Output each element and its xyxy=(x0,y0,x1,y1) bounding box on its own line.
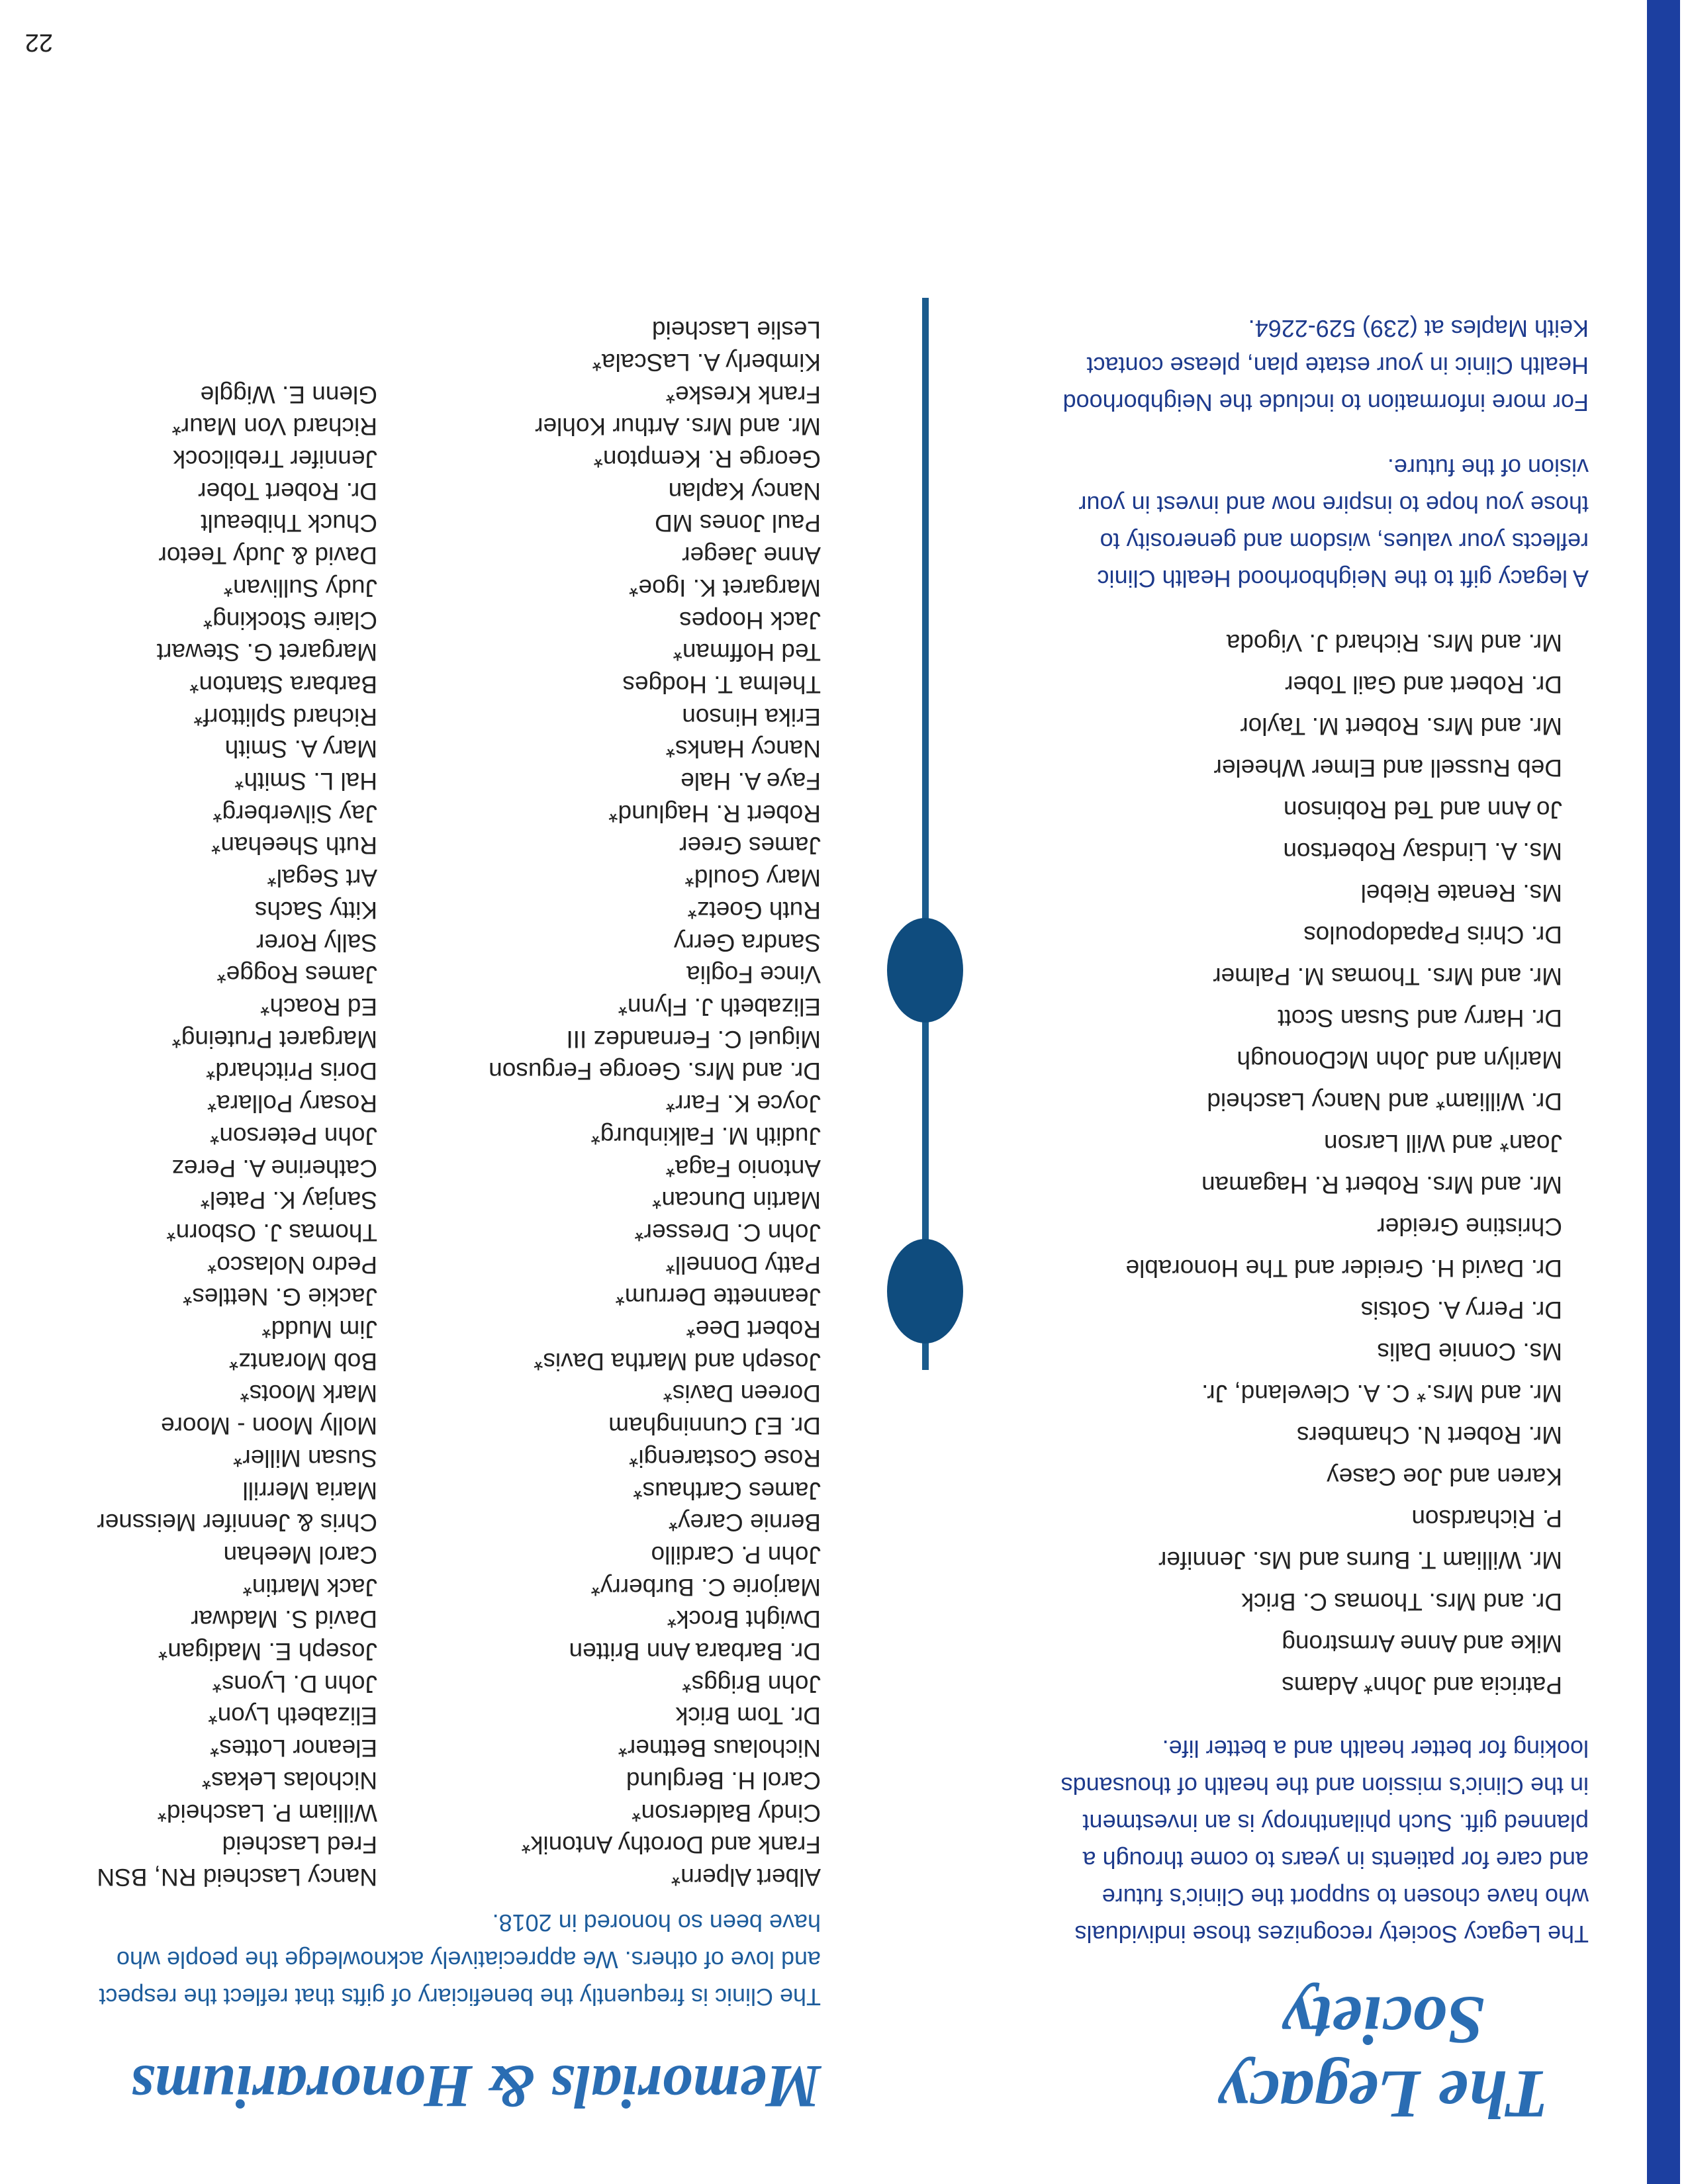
name-list-item: Faye A. Hale xyxy=(680,768,821,796)
page-number: 22 xyxy=(24,28,53,56)
name-list-item: Nicholas Lekas* xyxy=(201,1766,377,1794)
name-list-item: George R. Kempton* xyxy=(593,445,821,473)
legacy-contact-text: For more information to include the Neighborhood Health Clinic in your estate plan, please contact Keith Maples at (239) 529-2264. xyxy=(1062,315,1589,416)
name-list-item: Dr. Harry and Susan Scott xyxy=(1278,1005,1562,1032)
name-list-item: Christine Greider xyxy=(1377,1213,1562,1240)
name-list-item: Maria Merrill xyxy=(242,1477,377,1504)
name-list-item: Thomas J. Osborn* xyxy=(166,1218,377,1246)
name-list-item: John C. Dresser* xyxy=(634,1218,821,1246)
name-list-item: Nancy Hanks* xyxy=(665,735,821,763)
blue-side-bar xyxy=(1647,0,1680,2184)
name-list-item: Mark Moots* xyxy=(240,1380,377,1408)
name-list-item: Joseph E. Madigan* xyxy=(158,1638,377,1666)
name-list-item: Glenn E. Wiggle xyxy=(200,381,377,408)
name-list-item: Mr. and Mrs.* C. A. Cleveland, Jr. xyxy=(1201,1380,1562,1407)
name-list-item: Ruth Sheehan* xyxy=(211,832,377,860)
name-list-item: Marilyn and John McDonough xyxy=(1237,1046,1562,1073)
name-list-item: Sandra Gerry xyxy=(673,929,821,956)
name-list-item: Ed Roach* xyxy=(260,993,377,1021)
memorials-name-column-1 xyxy=(489,314,821,1893)
name-list-item: William P. Lascheid* xyxy=(157,1799,377,1827)
name-list-item: John D. Lyons* xyxy=(212,1670,377,1698)
name-list-item: Frank and Dorothy Antonik* xyxy=(521,1831,821,1859)
name-list-item: Frank Kreske* xyxy=(665,381,821,408)
name-list-item: Mr. and Mrs. Robert M. Taylor xyxy=(1240,713,1562,740)
name-list-item: John Briggs* xyxy=(682,1670,821,1698)
name-list-item: Dr. Chris Papadopoulos xyxy=(1303,921,1562,948)
name-list-item: Doreen Davis* xyxy=(663,1380,821,1408)
name-list-item: Mr. and Mrs. Richard J. Vigoda xyxy=(1226,629,1562,657)
name-list-item: Deb Russell and Elmer Wheeler xyxy=(1213,754,1562,782)
name-list-item: Jackie G. Nettles* xyxy=(182,1283,377,1311)
name-list-item: Kimberly A. LaScala* xyxy=(592,348,821,376)
name-list-item: Mr. William T. Burns and Ms. Jennifer xyxy=(1158,1547,1562,1574)
name-list-item: Leslie Lascheid xyxy=(651,316,821,344)
name-list-item: Molly Moon - Moore xyxy=(161,1412,377,1440)
timeline-dot xyxy=(887,918,963,1023)
name-list-item: P. Richardson xyxy=(1411,1505,1562,1532)
memorials-title: Memorials & Honorariums xyxy=(130,2053,821,2120)
name-list-item: John Peterson* xyxy=(209,1122,377,1150)
timeline-line xyxy=(922,298,929,1370)
name-list-item: Ms. Renate Riebel xyxy=(1360,880,1562,907)
name-list-item: Nicholaus Bettner* xyxy=(618,1735,821,1762)
name-list-item: Susan Miller* xyxy=(233,1444,377,1472)
name-list-item: Sally Rorer xyxy=(256,929,377,956)
name-list-item: Mr. and Mrs. Thomas M. Palmer xyxy=(1213,963,1562,990)
name-list-item: Judith M. Falkinburg* xyxy=(590,1122,821,1150)
name-list-item: Jay Silverberg* xyxy=(212,799,377,827)
timeline-dot xyxy=(887,1239,963,1343)
name-list-item: Dr. David H. Greider and The Honorable xyxy=(1125,1255,1562,1282)
name-list-item: Pedro Nolasco* xyxy=(207,1251,377,1279)
name-list-item: James Rogge* xyxy=(216,961,377,989)
name-list-item: Rosary Pollara* xyxy=(207,1090,377,1118)
name-list-item: Eleanor Lottes* xyxy=(209,1735,377,1762)
name-list-item: Dr. and Mrs. Thomas C. Brick xyxy=(1241,1588,1562,1615)
name-list-item: Thelma T. Hodges xyxy=(622,670,821,698)
memorials-intro: The Clinic is frequently the beneficiary of gifts that reflect the respect and love of others. We appreciatively acknowledge the people who have been so honored in 2018. xyxy=(99,1909,821,2011)
name-list-item: Rose Costarengi* xyxy=(629,1444,821,1472)
name-list-item: Joan* and Will Larson xyxy=(1324,1130,1562,1157)
name-list-item: Chuck Thibeault xyxy=(201,510,377,537)
name-list-item: Joyce K. Farr* xyxy=(665,1090,821,1118)
name-list-item: Judy Sullivan* xyxy=(223,574,377,602)
name-list-item: David S. Madwar xyxy=(191,1606,377,1633)
legacy-donor-list xyxy=(1059,622,1589,1706)
name-list-item: Dr. Barbara Ann Britten xyxy=(569,1638,821,1666)
name-list-item: Dr. EJ Cunningham xyxy=(608,1412,821,1440)
name-list-item: Antonio Faga* xyxy=(665,1154,821,1182)
name-list-item: Mary Gould* xyxy=(684,864,821,892)
legacy-society-title: The Legacy Society xyxy=(1218,1982,1549,2132)
name-list-item: Ruth Goetz* xyxy=(687,896,821,924)
name-list-item: Patty Donnell* xyxy=(665,1251,821,1279)
name-list-item: Dr. Robert and Gail Tober xyxy=(1285,671,1562,698)
name-list-item: Claire Stocking* xyxy=(203,606,377,634)
name-list-item: Jim Mudd* xyxy=(261,1316,377,1343)
name-list-item: Jennifer Trebilcock xyxy=(173,445,377,473)
name-list-item: Ted Hoffman* xyxy=(673,639,821,666)
name-list-item: Dr. Robert Tober xyxy=(198,477,377,505)
name-list-item: Joseph and Martha Davis* xyxy=(534,1347,821,1375)
name-list-item: Dr. and Mrs. George Ferguson xyxy=(489,1058,821,1085)
name-list-item: James Greer xyxy=(679,832,821,860)
name-list-item: Catherine A. Perez xyxy=(171,1154,377,1182)
name-list-item: Richard Von Maur* xyxy=(171,413,377,441)
name-list-item: Jack Martin* xyxy=(242,1573,377,1601)
name-list-item: Anne Jaeger xyxy=(682,542,821,570)
name-list-item: Richard Splittorf* xyxy=(193,703,377,731)
name-list-item: Ms. A. Lindsay Robertson xyxy=(1283,838,1562,865)
legacy-vision-text: A legacy gift to the Neighborhood Health Clinic reflects your values, wisdom and generosity to those you hope to inspire now and invest in your vision of the future. xyxy=(1078,454,1589,592)
name-list-item: Carol H. Berglund xyxy=(626,1766,821,1794)
name-list-item: Margaret Pruteing* xyxy=(171,1025,377,1053)
name-list-item: Dwight Brock* xyxy=(667,1606,821,1633)
name-list-item: Dr. Perry A. Gotsis xyxy=(1360,1297,1562,1324)
name-list-item: Nancy Lascheid RN, BSN xyxy=(97,1864,377,1891)
name-list-item: Bernie Carey* xyxy=(668,1509,821,1537)
name-list-item: Jo Ann and Ted Robinson xyxy=(1283,796,1562,823)
name-list-item: Erika Hinson xyxy=(682,703,821,731)
name-list-item: Marjorie C. Burberry* xyxy=(590,1573,821,1601)
name-list-item: Chris & Jennifer Meissner xyxy=(97,1509,377,1537)
legacy-society-section xyxy=(1059,282,1589,2131)
name-list-item: Bob Morantz* xyxy=(228,1347,377,1375)
name-list-item: John P. Cardillo xyxy=(651,1541,821,1569)
name-list-item: Margaret K. Igoe* xyxy=(629,574,821,602)
name-list-item: David & Judy Teetor xyxy=(158,542,377,570)
name-list-item: Elizabeth J. Flynn* xyxy=(618,993,821,1021)
name-list-item: Hal L. Smith* xyxy=(234,768,377,796)
name-list-item: Fred Lascheid xyxy=(222,1831,377,1859)
legacy-society-intro: The Legacy Society recognizes those individuals who have chosen to support the Clinic's future and care for patients in years to come through a planned gift. Such philanthropy is an investment in the Clinic's mission and the health of thousands looking for better health and a better life. xyxy=(1060,1735,1589,1948)
name-list-item: Dr. Tom Brick xyxy=(675,1702,821,1730)
name-list-item: Patricia and John* Adams xyxy=(1282,1672,1562,1699)
name-list-item: Albert Alpern* xyxy=(671,1864,821,1891)
name-list-item: Nancy Kaplan xyxy=(668,477,821,505)
name-list-item: Art Segal* xyxy=(267,864,377,892)
name-list-item: Doris Pritchard* xyxy=(205,1058,377,1085)
name-list-item: Cindy Balderson* xyxy=(632,1799,821,1827)
name-list-item: Robert R. Haglund* xyxy=(608,799,821,827)
name-list-item: Jeannette Derrum* xyxy=(615,1283,821,1311)
name-list-item: Barbara Stanton* xyxy=(189,670,377,698)
name-list-item: Kitty Sachs xyxy=(254,896,377,924)
name-list-item: Mike and Anne Armstrong xyxy=(1282,1630,1562,1657)
name-list-item: Mary A. Smith xyxy=(224,735,377,763)
name-list-item: Miguel C. Fernandez III xyxy=(566,1025,821,1053)
name-list-item: Martin Duncan* xyxy=(651,1187,821,1214)
name-list-item: Mr. and Mrs. Arthur Kohler xyxy=(535,413,821,441)
name-list-item: Vince Foglia xyxy=(686,961,821,989)
name-list-item: Elizabeth Lyon* xyxy=(208,1702,377,1730)
name-list-item: Karen and Joe Casey xyxy=(1327,1463,1562,1490)
memorials-name-column-2 xyxy=(97,378,377,1893)
name-list-item: Robert Dee* xyxy=(686,1316,821,1343)
name-list-item: Sanjay K. Patel* xyxy=(200,1187,377,1214)
name-list-item: Carol Meehan xyxy=(223,1541,377,1569)
name-list-item: Mr. and Mrs. Robert R. Hagaman xyxy=(1201,1171,1562,1199)
name-list-item: James Carthaus* xyxy=(633,1477,821,1504)
name-list-item: Dr. William* and Nancy Lascheid xyxy=(1207,1088,1562,1115)
name-list-item: Ms. Connie Dalis xyxy=(1377,1338,1562,1365)
name-list-item: Margaret G. Stewart xyxy=(156,639,377,666)
name-list-item: Mr. Robert N. Chambers xyxy=(1297,1422,1562,1449)
name-list-item: Jack Hoopes xyxy=(679,606,821,634)
name-list-item: Paul Jones MD xyxy=(655,510,821,537)
